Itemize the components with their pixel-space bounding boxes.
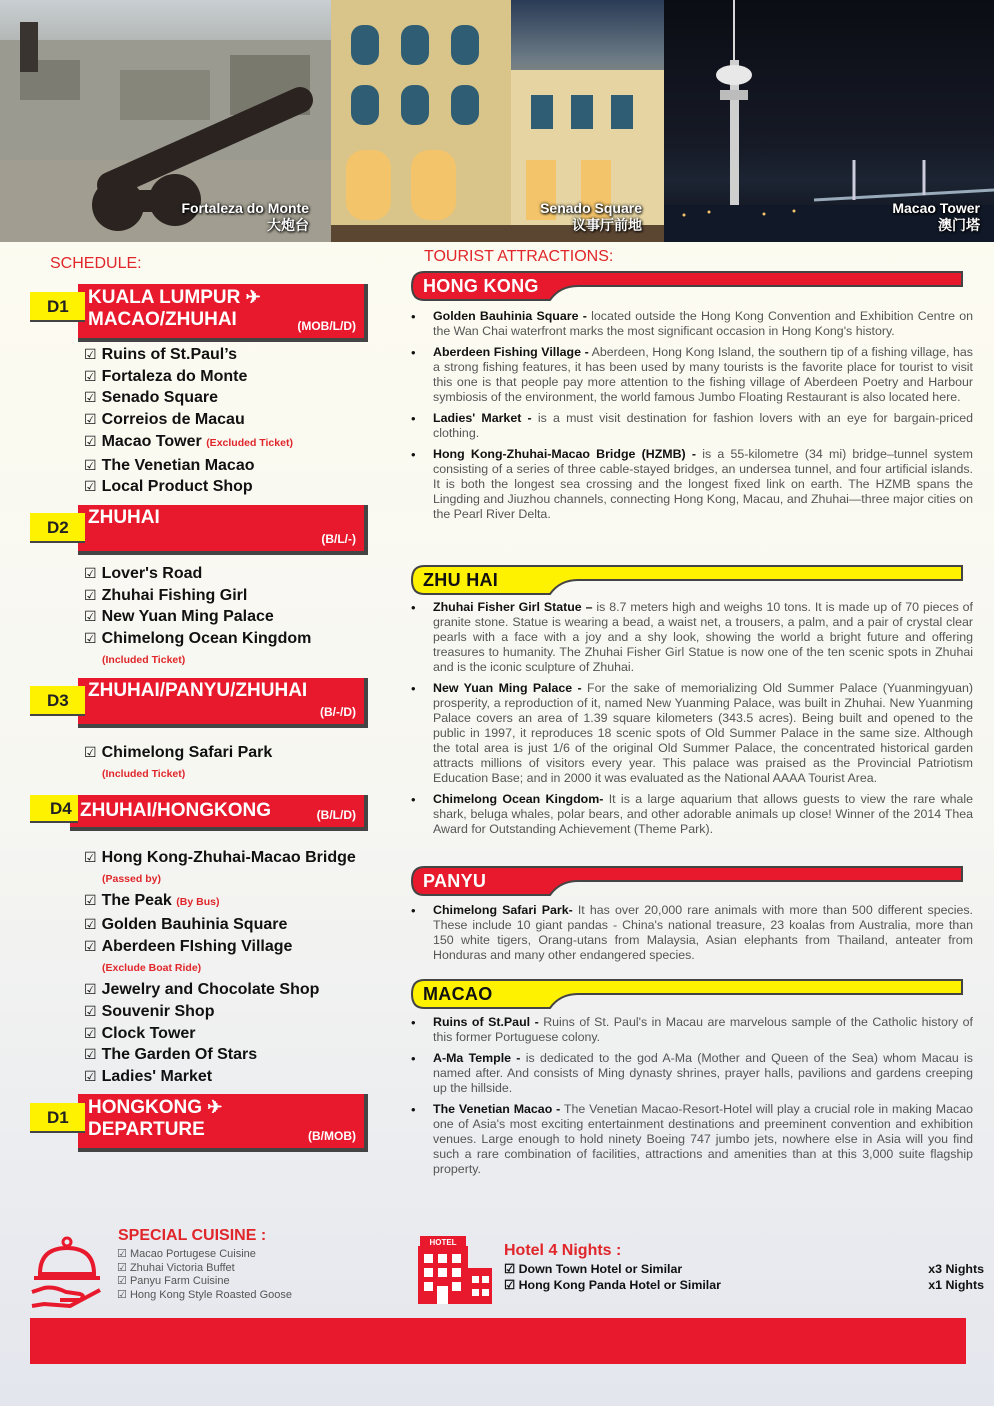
checkbox-icon: ☑ bbox=[84, 981, 97, 998]
list-item: ☑ Zhuhai Fishing Girl bbox=[84, 586, 248, 604]
day-meals: (B/-/D) bbox=[320, 705, 356, 719]
section-banner-panyu bbox=[410, 865, 966, 897]
checkbox-icon: ☑ bbox=[84, 456, 97, 473]
list-item: ☑ The Peak (By Bus) bbox=[84, 892, 220, 910]
banner-shape bbox=[410, 978, 966, 1010]
day-title-bar bbox=[78, 678, 368, 728]
list-item: • Chimelong Safari Park- It has over 20,000 rare animals with more than 500 different species. These include 10 giant pandas - China's national treasure, 23 koalas from Australia, more than 150 white tigers, Orang-utans from Malaysia, Asian elephants from Thailand, anteater from Honduras and many other endangered species. bbox=[410, 903, 973, 963]
section-banner-macao bbox=[410, 978, 966, 1010]
hotel-nights: x1 Nights bbox=[928, 1277, 984, 1292]
list-item: ☑ Ladies' Market bbox=[84, 1068, 213, 1086]
item-note: (Excluded Ticket) bbox=[206, 436, 293, 449]
day-title-bar bbox=[78, 284, 368, 342]
day-title-bar bbox=[78, 1094, 368, 1152]
checkbox-icon: ☑ bbox=[84, 346, 97, 362]
checkbox-icon: ☑ bbox=[84, 432, 97, 449]
list-item: ☑ Local Product Shop bbox=[84, 478, 253, 496]
list-item: ☑ Hong Kong Style Roasted Goose bbox=[117, 1288, 292, 1301]
section-banner-zhu-hai bbox=[410, 564, 966, 596]
attractions-label: TOURIST ATTRACTIONS: bbox=[424, 248, 614, 265]
day-title-bar bbox=[70, 795, 368, 831]
checkbox-icon: ☑ bbox=[84, 367, 97, 384]
day-header-d2 bbox=[30, 505, 368, 555]
banner-shape bbox=[410, 865, 966, 897]
list-item: ☑ Macao Tower (Excluded Ticket) bbox=[84, 432, 293, 450]
list-item: • Chimelong Ocean Kingdom- It is a large aquarium that allows guests to view the rare whale shark, beluga whales, polar bears, and other adorable animals up close! Winner of the 2014 Thea Award for Outstanding Achievement (Theme Park). bbox=[410, 792, 973, 837]
list-item: ☑ Senado Square bbox=[84, 389, 219, 407]
item-note: (Exclude Boat Ride) bbox=[102, 961, 202, 974]
list-item: • Golden Bauhinia Square - located outside the Hong Kong Convention and Exhibition Centre on the Wan Chai waterfront marks the most significant occasion in Hong Kong's history. bbox=[410, 309, 973, 339]
checkbox-icon: ☑ bbox=[504, 1277, 516, 1292]
photo-caption: Fortaleza do Monte 大炮台 bbox=[181, 200, 309, 233]
cuisine-title: SPECIAL CUISINE : bbox=[118, 1227, 267, 1244]
list-item: ☑ Golden Bauhinia Square bbox=[84, 916, 288, 934]
section-title: HONG KONG bbox=[423, 276, 539, 296]
day-item-list bbox=[84, 563, 311, 672]
hotel-title: Hotel 4 Nights : bbox=[504, 1242, 622, 1259]
checkbox-icon: ☑ bbox=[117, 1288, 127, 1301]
day-header-d1 bbox=[30, 284, 368, 342]
day-title-line1: ZHUHAI/HONGKONG bbox=[80, 800, 272, 821]
checkbox-icon: ☑ bbox=[84, 630, 97, 647]
list-item: ☑ Chimelong Safari Park bbox=[84, 744, 273, 761]
section-title: MACAO bbox=[423, 984, 493, 1004]
plane-icon: ✈ bbox=[245, 287, 261, 307]
day-item-list bbox=[84, 847, 356, 1088]
list-item: • Hong Kong-Zhuhai-Macao Bridge (HZMB) - is a 55-kilometre (34 mi) bridge–tunnel system consisting of a series of three cable-stayed bridges, an undersea tunnel, and four artificial islands. It is both the longest sea crossing and the longest fixed link on earth. The HZMB spans the Lingding and Jiuzhou channels, connecting Hong Kong, Macau, and Zhuhai—three major cities on the Pearl River Delta. bbox=[410, 447, 973, 522]
item-note: (Passed by) bbox=[102, 872, 161, 885]
footer-red-bar bbox=[30, 1318, 966, 1364]
photo-caption: Macao Tower 澳门塔 bbox=[892, 200, 980, 233]
hotel-nights: x3 Nights bbox=[928, 1262, 984, 1276]
checkbox-icon: ☑ bbox=[117, 1248, 127, 1260]
checkbox-icon: ☑ bbox=[84, 892, 97, 909]
day-header-d3 bbox=[30, 678, 368, 728]
list-item: • The Venetian Macao - The Venetian Macao-Resort-Hotel will play a crucial role in making Macao one of Asia's most exciting entertainment destinations and preeminent convention and exhibition venues. Large enough to hold ninety Boeing 747 jumbo jets, nowhere else in Asia will you find such a rare combination of facilities, attractions and amenities than at this 3,000 suite flagship property. bbox=[410, 1102, 973, 1177]
list-item: • Ruins of St.Paul - Ruins of St. Paul's in Macau are marvelous sample of the Catholic history of this former Portuguese colony. bbox=[410, 1015, 973, 1045]
hotel-building-icon bbox=[416, 1234, 494, 1306]
list-item: ☑ Ruins of St.Paul’s bbox=[84, 346, 237, 363]
list-item: ☑ Correios de Macau bbox=[84, 411, 245, 429]
day-header-departure bbox=[30, 1094, 368, 1152]
section-title: PANYU bbox=[423, 871, 487, 891]
photo-macao-tower bbox=[664, 0, 994, 242]
list-item: ☑ Zhuhai Victoria Buffet bbox=[117, 1261, 235, 1274]
photo-fortaleza bbox=[0, 0, 331, 242]
list-item: ☑ Chimelong Ocean Kingdom bbox=[84, 630, 312, 648]
item-note: (By Bus) bbox=[176, 896, 220, 909]
item-note: (Included Ticket) bbox=[102, 767, 186, 780]
day-meals: (MOB/L/D) bbox=[297, 319, 356, 333]
list-item: • Ladies' Market - is a must visit destination for fashion lovers with an eye for bargain-priced clothing. bbox=[410, 411, 973, 441]
list-item: • Aberdeen Fishing Village - Aberdeen, Hong Kong Island, the southern tip of a fishing village, has a strong fishing features, it has been used by many tourists is the favorite place for tourist to visit this one is that people pay more attention to the fishing village of Aberdeen Poetry and Harbour symbiosis of the environment, the world famous Jumbo Floating Restaurant is also located here. bbox=[410, 345, 973, 405]
item-note: (Included Ticket) bbox=[102, 653, 186, 666]
list-item: ☑ Fortaleza do Monte bbox=[84, 367, 248, 385]
day-title-line1: ZHUHAI/PANYU/ZHUHAI bbox=[88, 680, 308, 701]
checkbox-icon: ☑ bbox=[84, 586, 97, 603]
list-item: ☑ Panyu Farm Cuisine bbox=[117, 1275, 230, 1287]
list-item: ☑ The Venetian Macao bbox=[84, 456, 255, 474]
attraction-list-panyu bbox=[410, 903, 973, 969]
list-item: ☑ New Yuan Ming Palace bbox=[84, 608, 274, 626]
day-header-d4 bbox=[30, 795, 368, 831]
checkbox-icon: ☑ bbox=[84, 478, 97, 495]
day-tag: D1 bbox=[30, 1103, 85, 1133]
checkbox-icon: ☑ bbox=[84, 916, 97, 933]
list-item: ☑ Down Town Hotel or Similar x3 Nights bbox=[504, 1262, 984, 1276]
photo-senado bbox=[331, 0, 664, 242]
photo-strip bbox=[0, 0, 994, 242]
list-item: ☑ Aberdeen FIshing Village bbox=[84, 937, 293, 955]
checkbox-icon: ☑ bbox=[84, 608, 97, 625]
list-item: ☑ Hong Kong Panda Hotel or Similar x1 Nights bbox=[504, 1277, 984, 1292]
checkbox-icon: ☑ bbox=[84, 849, 97, 865]
checkbox-icon: ☑ bbox=[117, 1261, 127, 1274]
checkbox-icon: ☑ bbox=[84, 565, 97, 581]
list-item: ☑ Hong Kong-Zhuhai-Macao Bridge bbox=[84, 849, 356, 866]
list-item: ☑ Lover's Road bbox=[84, 565, 203, 582]
day-meals: (B/MOB) bbox=[308, 1129, 356, 1143]
checkbox-icon: ☑ bbox=[84, 1002, 97, 1019]
day-title-bar bbox=[78, 505, 368, 555]
attraction-list-hong-kong bbox=[410, 309, 973, 528]
day-tag: D4 bbox=[30, 795, 78, 823]
day-meals: (B/L/D) bbox=[316, 808, 356, 822]
day-title-line2: DEPARTURE bbox=[88, 1119, 205, 1140]
day-item-list bbox=[84, 742, 272, 785]
day-tag: D2 bbox=[30, 513, 85, 543]
schedule-label: SCHEDULE: bbox=[50, 255, 142, 272]
attraction-list-zhu-hai bbox=[410, 600, 973, 843]
checkbox-icon: ☑ bbox=[84, 389, 97, 406]
checkbox-icon: ☑ bbox=[84, 744, 97, 760]
checkbox-icon: ☑ bbox=[504, 1262, 516, 1276]
checkbox-icon: ☑ bbox=[84, 1068, 97, 1085]
section-title: ZHU HAI bbox=[423, 570, 499, 590]
day-title-line1: KUALA LUMPUR bbox=[88, 287, 241, 308]
hotel-icon-label: HOTEL bbox=[429, 1238, 457, 1247]
checkbox-icon: ☑ bbox=[84, 1024, 97, 1041]
list-item: • Zhuhai Fisher Girl Statue – is 8.7 meters high and weighs 10 tons. It is made up of 70 pieces of granite stone. Statue is wearing a bead, a waist net, a trousers, a palm, and a pair of crystal clear pearls with a face with a joy and a shy look, showing the world a bright future and offering treasures to humanity. The Zhuhai Fisher Girl Statue is now one of the ten scenic spots in Zhuhai and is the iconic sculpture of Zhuhai. bbox=[410, 600, 973, 675]
day-title-line1: HONGKONG bbox=[88, 1097, 202, 1118]
checkbox-icon: ☑ bbox=[84, 937, 97, 954]
day-meals: (B/L/-) bbox=[321, 532, 356, 546]
day-title-line1: ZHUHAI bbox=[88, 507, 160, 528]
list-item: ☑ The Garden Of Stars bbox=[84, 1046, 258, 1064]
cuisine-list bbox=[117, 1248, 292, 1302]
day-title-line2: MACAO/ZHUHAI bbox=[88, 309, 237, 330]
checkbox-icon: ☑ bbox=[117, 1275, 127, 1287]
cloche-serving-icon bbox=[30, 1232, 104, 1308]
day-item-list bbox=[84, 344, 293, 498]
photo-caption: Senado Square 议事厅前地 bbox=[540, 200, 642, 233]
checkbox-icon: ☑ bbox=[84, 1046, 97, 1063]
list-item: • A-Ma Temple - is dedicated to the god A-Ma (Mother and Queen of the Sea) whom Macau is named after. And consists of Ming dynasty shrines, prayer halls, pavilions and gardens creeping up the hillside. bbox=[410, 1051, 973, 1096]
list-item: ☑ Macao Portugese Cuisine bbox=[117, 1248, 256, 1260]
hotel-list bbox=[504, 1262, 984, 1293]
section-banner-hong-kong bbox=[410, 270, 966, 302]
day-tag: D1 bbox=[30, 292, 85, 322]
list-item: • New Yuan Ming Palace - For the sake of memorializing Old Summer Palace (Yuanmingyuan) prosperity, a reproduction of it, named New Yuanming Palace, was built in Zhuhai. New Yuanming Palace covers an area of 1.39 square kilometers (343.5 acres). Being built and opened to the public in 1997, it reproduces 18 scenic spots of Old Summer Palace in the same size. Although the total area is just 1/6 of the original Old Summer Palace, the concentrated historical garden attracts millions of visitors every year. This palace was praised as the Provincial Patriotism Education Base; and in 2000 it was evaluated as the National AAAA Tourist Area. bbox=[410, 681, 973, 786]
list-item: ☑ Souvenir Shop bbox=[84, 1002, 215, 1020]
checkbox-icon: ☑ bbox=[84, 411, 97, 428]
list-item: ☑ Jewelry and Chocolate Shop bbox=[84, 981, 320, 999]
list-item: ☑ Clock Tower bbox=[84, 1024, 196, 1042]
day-tag: D3 bbox=[30, 686, 85, 716]
attraction-list-macao bbox=[410, 1015, 973, 1183]
plane-icon: ✈ bbox=[207, 1097, 223, 1117]
